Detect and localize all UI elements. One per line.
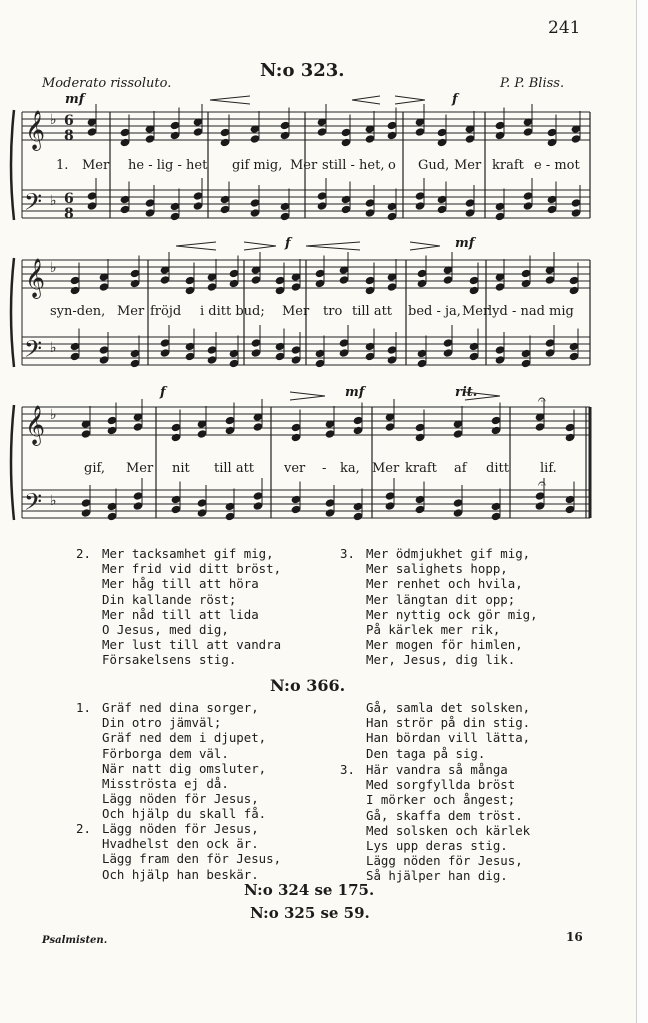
verse-number: 2.: [76, 821, 91, 836]
note-head: [353, 416, 363, 424]
dynamic-mf: mf: [345, 385, 365, 400]
note-head: [443, 339, 453, 347]
note-head: [291, 356, 301, 364]
verse-line: Med solsken och kärlek: [366, 822, 531, 838]
note-head: [545, 339, 555, 347]
song366-verse-2-cont: [366, 700, 530, 761]
note-head: [495, 212, 505, 220]
verse-line: Mer håg till att höra: [102, 576, 259, 592]
verse-line: Gå, samla det solsken,: [366, 700, 531, 715]
note-head: [365, 199, 375, 207]
book-title-footer: Psalmisten.: [42, 935, 108, 946]
note-head: [171, 423, 181, 431]
verse-line: Lägg fram den för Jesus,: [102, 851, 282, 867]
note-head: [193, 202, 203, 210]
note-head: [87, 128, 97, 136]
verse-line: Mer lust till att vandra: [102, 637, 282, 653]
note-head: [325, 509, 335, 517]
note-head: [523, 128, 533, 136]
lyric-syllable: af: [454, 461, 467, 476]
song-number-366: N:o 366.: [270, 676, 346, 695]
note-head: [365, 276, 375, 284]
note-head: [70, 352, 80, 360]
note-head: [437, 128, 447, 136]
verse-line: När natt dig omsluter,: [102, 760, 267, 776]
verse-line: Mer nåd till att lida: [102, 606, 259, 622]
note-head: [491, 416, 501, 424]
note-head: [415, 128, 425, 136]
svg-text:6: 6: [64, 191, 74, 207]
note-head: [207, 346, 217, 354]
verse-line: Mer renhet och hvila,: [366, 576, 523, 592]
verse-line: Och hjälp han beskär.: [102, 866, 259, 882]
note-head: [521, 269, 531, 277]
note-head: [465, 135, 475, 143]
note-head: [469, 352, 479, 360]
note-head: [251, 349, 261, 357]
verse-line: Mer, Jesus, dig lik.: [366, 652, 516, 668]
note-head: [315, 359, 325, 367]
note-head: [275, 352, 285, 360]
song366-verse-2: [102, 821, 281, 882]
verse-2-text: [102, 546, 281, 668]
note-head: [130, 269, 140, 277]
note-head: [99, 356, 109, 364]
note-head: [339, 276, 349, 284]
verse-line: Mer frid vid ditt bröst,: [102, 561, 282, 577]
verse-line: Misströsta ej då.: [102, 776, 229, 792]
note-head: [365, 352, 375, 360]
note-head: [207, 283, 217, 291]
note-head: [565, 423, 575, 431]
verse-line: O Jesus, med dig,: [102, 622, 229, 638]
lyric-syllable: nit: [172, 461, 190, 476]
note-head: [220, 205, 230, 213]
lyric-syllable: fröjd: [150, 304, 182, 319]
staff-treble-1: [22, 112, 590, 140]
note-head: [120, 205, 130, 213]
dynamic-mf: mf: [455, 236, 475, 251]
verse-line: Hvadhelst den ock är.: [102, 836, 259, 852]
verse-line: Med sorgfyllda bröst: [366, 777, 516, 793]
dynamic-f: f: [452, 92, 458, 107]
verse-line: Lägg nöden för Jesus,: [366, 853, 523, 869]
note-head: [535, 423, 545, 431]
lyric-syllable: 1.: [56, 158, 69, 173]
note-head: [291, 505, 301, 513]
note-head: [253, 492, 263, 500]
note-head: [325, 430, 335, 438]
verse-line: Han strör på din stig.: [366, 715, 531, 731]
lyric-syllable: kraft: [492, 158, 524, 173]
verse-line: Lägg nöden för Jesus,: [102, 821, 259, 836]
note-head: [465, 199, 475, 207]
lyric-syllable: still - het,: [322, 158, 385, 173]
note-head: [571, 135, 581, 143]
hymn-number-323: N:o 323.: [260, 60, 345, 81]
note-head: [145, 199, 155, 207]
note-head: [87, 192, 97, 200]
note-head: [521, 359, 531, 367]
note-head: [535, 502, 545, 510]
verse-line: Han bördan vill lätta,: [366, 730, 531, 746]
page-number: 241: [548, 18, 581, 38]
lyric-syllable: syn-den,: [50, 304, 106, 319]
note-head: [325, 499, 335, 507]
lyric-syllable: till att: [352, 304, 393, 319]
lyric-syllable: i ditt bud;: [200, 304, 265, 319]
svg-text:𝄐: 𝄐: [538, 476, 546, 492]
lyric-syllable: Mer: [290, 158, 318, 173]
note-head: [250, 199, 260, 207]
note-head: [443, 349, 453, 357]
note-head: [145, 135, 155, 143]
dynamic-f: f: [285, 236, 291, 251]
svg-text:♭: ♭: [50, 493, 57, 509]
lyric-syllable: Mer: [282, 304, 310, 319]
note-head: [495, 121, 505, 129]
lyric-syllable: he - lig - het: [128, 158, 208, 173]
svg-text:𝄞: 𝄞: [25, 258, 46, 298]
dynamic-f: f: [160, 385, 166, 400]
svg-text:♭: ♭: [50, 193, 57, 209]
note-head: [417, 269, 427, 277]
note-head: [315, 269, 325, 277]
verse-line: På kärlek mer rik,: [366, 622, 501, 638]
note-head: [385, 502, 395, 510]
note-head: [545, 276, 555, 284]
lyric-syllable: lyd - nad mig: [488, 304, 574, 319]
lyric-syllable: lif.: [540, 461, 557, 476]
lyric-syllable: bed - ja,: [408, 304, 461, 319]
note-head: [171, 505, 181, 513]
svg-text:𝄐: 𝄐: [538, 392, 546, 408]
note-head: [70, 276, 80, 284]
verse-line: Lys upp deras stig.: [366, 838, 508, 854]
note-head: [545, 349, 555, 357]
svg-text:♭: ♭: [50, 260, 57, 276]
verse-line: Den taga på sig.: [366, 745, 486, 761]
note-head: [99, 283, 109, 291]
verse-line: Din kallande röst;: [102, 591, 237, 607]
note-head: [415, 505, 425, 513]
note-head: [250, 135, 260, 143]
cross-reference: N:o 325 se 59.: [250, 904, 370, 922]
verse-line: Mer tacksamhet gif mig,: [102, 546, 274, 561]
lyric-syllable: ditt: [486, 461, 509, 476]
verse-line: Mer mogen för himlen,: [366, 637, 523, 653]
note-head: [193, 192, 203, 200]
note-head: [387, 356, 397, 364]
note-head: [523, 202, 533, 210]
verse-line: Så hjälper han dig.: [366, 868, 508, 884]
verse-line: Mer salighets hopp,: [366, 561, 508, 577]
note-head: [571, 209, 581, 217]
song366-verse-3: [366, 762, 530, 884]
note-head: [365, 135, 375, 143]
note-head: [81, 509, 91, 517]
note-head: [387, 212, 397, 220]
note-head: [251, 276, 261, 284]
note-head: [197, 499, 207, 507]
lyric-syllable: ka,: [340, 461, 360, 476]
lyric-syllable: Mer: [126, 461, 154, 476]
note-head: [523, 192, 533, 200]
note-head: [107, 416, 117, 424]
verse-line: Mer nyttig ock gör mig,: [366, 606, 538, 622]
svg-text:8: 8: [64, 128, 74, 144]
verse-line: I mörker och ångest;: [366, 792, 516, 808]
lyric-syllable: gif,: [84, 461, 105, 476]
verse-line: Mer ödmjukhet gif mig,: [366, 546, 531, 561]
verse-number: 1.: [76, 700, 91, 715]
note-head: [133, 423, 143, 431]
lyric-syllable: tro: [323, 304, 343, 319]
lyric-syllable: -: [322, 461, 327, 476]
note-head: [185, 352, 195, 360]
verse-line: Gräf ned dem i djupet,: [102, 730, 267, 746]
note-head: [291, 423, 301, 431]
note-head: [385, 423, 395, 431]
note-head: [341, 205, 351, 213]
note-head: [250, 209, 260, 217]
note-head: [385, 492, 395, 500]
note-head: [339, 349, 349, 357]
note-head: [387, 283, 397, 291]
note-head: [317, 128, 327, 136]
note-head: [229, 359, 239, 367]
svg-text:8: 8: [64, 206, 74, 222]
verse-line: Och hjälp du skall få.: [102, 806, 267, 822]
note-head: [160, 339, 170, 347]
note-head: [437, 205, 447, 213]
note-head: [207, 356, 217, 364]
note-head: [280, 212, 290, 220]
lyric-syllable: Mer: [372, 461, 400, 476]
note-head: [341, 128, 351, 136]
note-head: [253, 423, 263, 431]
note-head: [81, 430, 91, 438]
note-head: [465, 209, 475, 217]
note-head: [547, 205, 557, 213]
verse-line: Gräf ned dina sorger,: [102, 700, 259, 715]
staff-treble-3: [22, 407, 590, 435]
note-head: [339, 339, 349, 347]
verse-line: Mer längtan dit opp;: [366, 591, 516, 607]
note-head: [133, 492, 143, 500]
note-head: [291, 346, 301, 354]
note-head: [415, 423, 425, 431]
lyric-syllable: ver: [284, 461, 306, 476]
note-head: [220, 128, 230, 136]
svg-text:𝄢: 𝄢: [24, 488, 43, 521]
note-head: [225, 416, 235, 424]
svg-text:6: 6: [64, 113, 74, 129]
note-head: [120, 128, 130, 136]
song366-verse-1: [102, 700, 266, 822]
note-head: [495, 283, 505, 291]
composer: P. P. Bliss.: [500, 76, 565, 91]
note-head: [317, 202, 327, 210]
lyric-syllable: Mer: [117, 304, 145, 319]
note-head: [160, 276, 170, 284]
note-head: [107, 512, 117, 520]
cross-reference: N:o 324 se 175.: [244, 881, 375, 899]
note-head: [170, 212, 180, 220]
verse-line: Din otro jämväl;: [102, 715, 222, 731]
note-head: [87, 202, 97, 210]
note-head: [417, 359, 427, 367]
lyric-syllable: kraft: [405, 461, 437, 476]
verse-number: 2.: [76, 546, 91, 561]
note-head: [251, 339, 261, 347]
note-head: [569, 276, 579, 284]
note-head: [145, 209, 155, 217]
page-edge: [636, 0, 648, 1023]
note-head: [569, 352, 579, 360]
note-head: [495, 346, 505, 354]
ritardando-marking: rit.: [455, 385, 478, 400]
note-head: [193, 128, 203, 136]
note-head: [415, 202, 425, 210]
note-head: [495, 356, 505, 364]
note-head: [170, 121, 180, 129]
verse-number: 3.: [340, 546, 355, 561]
svg-text:𝄢: 𝄢: [24, 188, 43, 221]
svg-text:𝄢: 𝄢: [24, 335, 43, 368]
svg-text:♭: ♭: [50, 407, 57, 423]
note-head: [253, 502, 263, 510]
note-head: [317, 192, 327, 200]
svg-text:𝄞: 𝄞: [25, 405, 46, 445]
lyric-syllable: e - mot: [534, 158, 580, 173]
note-head: [197, 509, 207, 517]
note-head: [469, 276, 479, 284]
note-head: [365, 209, 375, 217]
verse-line: Förborga dem väl.: [102, 745, 229, 761]
note-head: [453, 499, 463, 507]
lyric-syllable: Gud,: [418, 158, 450, 173]
note-head: [353, 512, 363, 520]
note-head: [185, 276, 195, 284]
note-head: [81, 499, 91, 507]
note-head: [491, 512, 501, 520]
staff-bass-1: [22, 190, 590, 218]
verse-line: Försakelsens stig.: [102, 652, 237, 668]
svg-text:♭: ♭: [50, 340, 57, 356]
tempo-marking: Moderato rissoluto.: [42, 76, 172, 91]
verse-line: Här vandra så många: [366, 762, 508, 777]
note-head: [229, 269, 239, 277]
note-head: [453, 430, 463, 438]
note-head: [197, 430, 207, 438]
note-head: [280, 121, 290, 129]
lyric-syllable: till att: [214, 461, 255, 476]
signature-number: 16: [566, 930, 583, 944]
lyric-syllable: Mer: [82, 158, 110, 173]
svg-text:♭: ♭: [50, 112, 57, 128]
note-head: [225, 512, 235, 520]
note-head: [130, 359, 140, 367]
note-head: [547, 128, 557, 136]
note-head: [571, 199, 581, 207]
staff-bass-3: [22, 490, 590, 518]
note-head: [387, 346, 397, 354]
lyric-syllable: Mer: [462, 304, 490, 319]
note-head: [453, 509, 463, 517]
note-head: [535, 492, 545, 500]
lyric-syllable: o: [388, 158, 396, 173]
verse-line: Gå, skaffa dem tröst.: [366, 807, 523, 823]
note-head: [387, 121, 397, 129]
note-head: [160, 349, 170, 357]
note-head: [99, 346, 109, 354]
svg-text:𝄞: 𝄞: [25, 110, 46, 150]
note-head: [443, 276, 453, 284]
dynamic-mf: mf: [65, 92, 85, 107]
note-head: [275, 276, 285, 284]
verse-line: Lägg nöden för Jesus,: [102, 791, 259, 807]
note-head: [291, 283, 301, 291]
note-head: [133, 502, 143, 510]
lyric-syllable: Mer: [454, 158, 482, 173]
note-head: [415, 192, 425, 200]
verse-3-text: [366, 546, 538, 668]
lyric-syllable: gif mig,: [232, 158, 283, 173]
note-head: [565, 505, 575, 513]
verse-number: 3.: [340, 762, 355, 777]
